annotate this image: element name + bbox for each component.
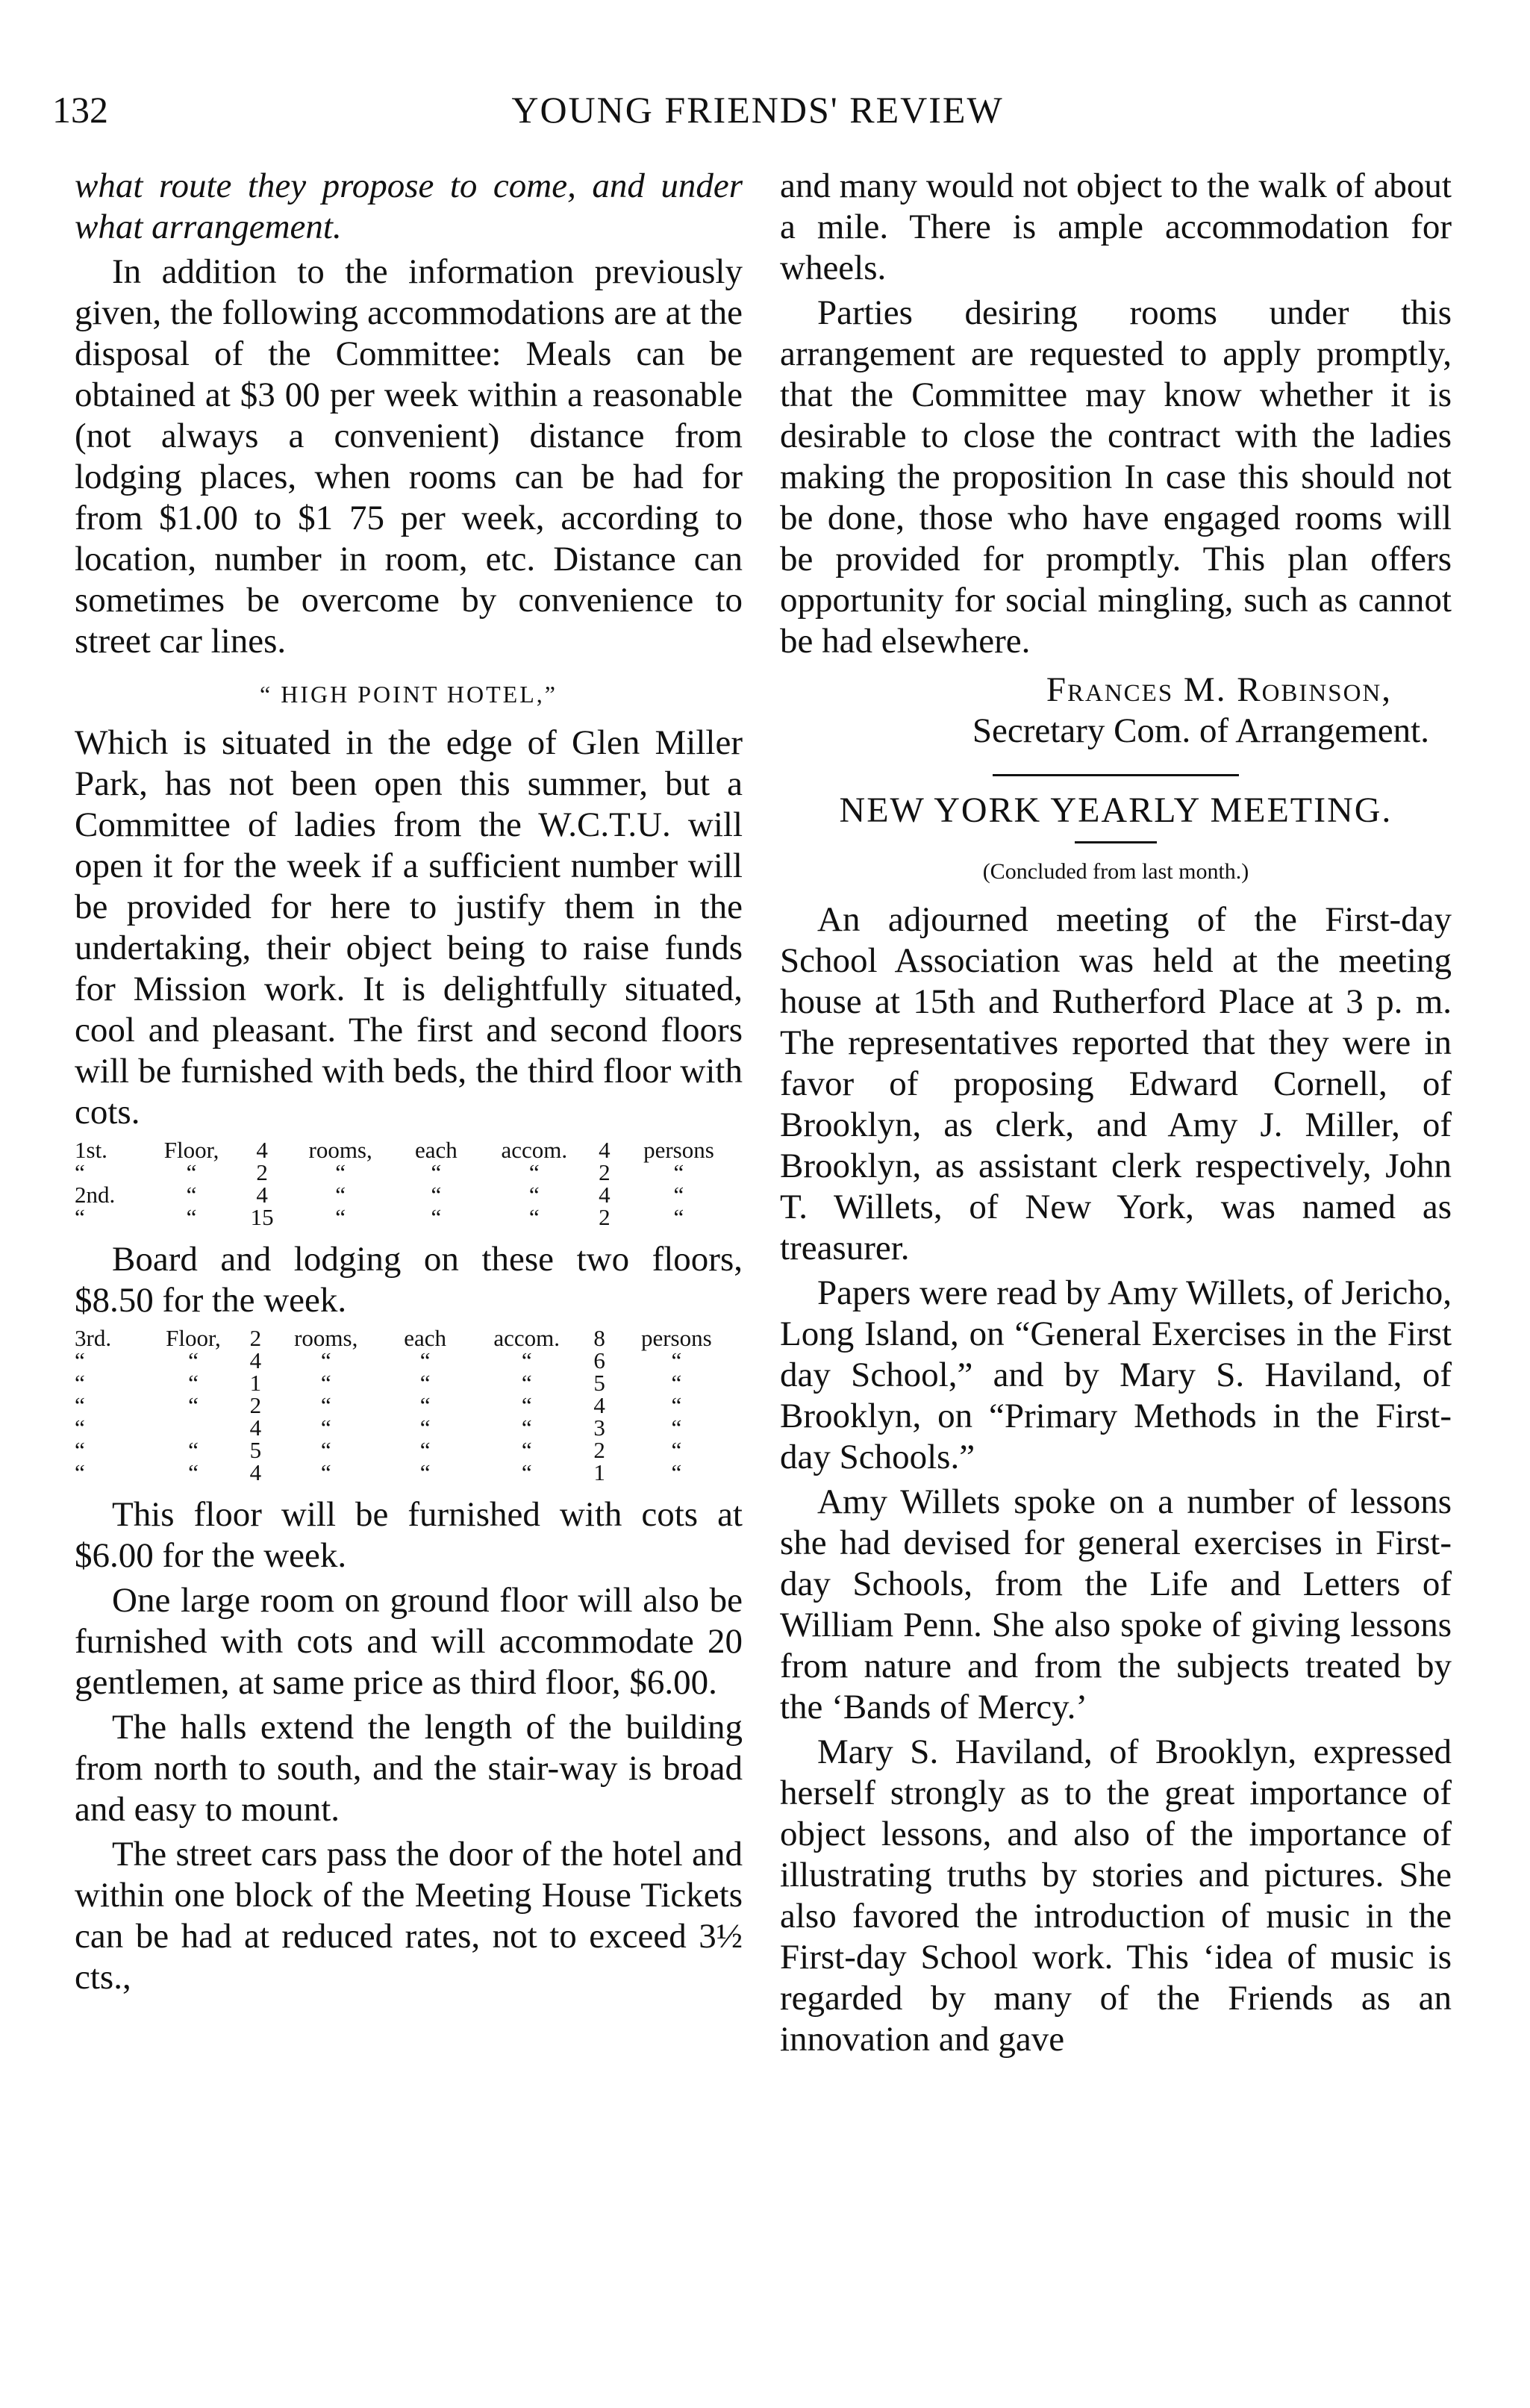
- rooms-table-cell: “: [75, 1392, 85, 1418]
- rooms-table-cell: “: [673, 1182, 684, 1208]
- rooms-table-cell: 5: [249, 1437, 262, 1463]
- rooms-table-cell: “: [419, 1347, 431, 1373]
- rooms-table-row: [75, 1394, 743, 1417]
- rooms-table-cell: “: [320, 1370, 331, 1396]
- rooms-table-cell: 4: [599, 1182, 611, 1208]
- rooms-table-cell: Floor,: [166, 1325, 221, 1351]
- rooms-table-row: [75, 1161, 743, 1184]
- rooms-table-cell: “: [75, 1204, 85, 1230]
- rooms-table-cell: “: [320, 1392, 331, 1418]
- rooms-table-cell: [142, 1417, 245, 1439]
- rooms-table-cell: “: [320, 1347, 331, 1373]
- rooms-table-cell: “: [188, 1459, 199, 1485]
- rooms-table-row: [75, 1350, 743, 1372]
- rooms-table-cell: 4: [249, 1459, 262, 1485]
- rooms-table-cell: “: [673, 1204, 684, 1230]
- right-column: [780, 166, 1452, 2064]
- rooms-table-cell: “: [75, 1159, 85, 1185]
- rooms-table-cell: “: [431, 1159, 442, 1185]
- paragraph-ground-floor: One large room on ground floor will also be furnished with cots and will accommodate 20 gentlemen, at same price as third floor, $6.00.: [75, 1581, 743, 1702]
- rooms-table-cell: accom.: [493, 1325, 561, 1351]
- rooms-table-cell: 15: [250, 1204, 274, 1230]
- rooms-table-cell: rooms,: [294, 1325, 358, 1351]
- rooms-table-row: [75, 1439, 743, 1462]
- rooms-table-cell: “: [320, 1414, 331, 1441]
- rooms-table-cell: “: [419, 1370, 431, 1396]
- rooms-table-cell: 6: [593, 1347, 605, 1373]
- rooms-table-cell: “: [521, 1437, 532, 1463]
- rooms-table-cell: 4: [593, 1392, 605, 1418]
- rooms-table-cell: “: [671, 1437, 682, 1463]
- rooms-table-cell: “: [521, 1414, 532, 1441]
- rooms-table-cell: “: [75, 1437, 85, 1463]
- rooms-table-cell: “: [671, 1459, 682, 1485]
- signature-title: Secretary Com. of Arrangement.: [972, 711, 1429, 750]
- rooms-table-cell: “: [419, 1392, 431, 1418]
- rooms-table-cell: each: [415, 1137, 458, 1163]
- title-underline: [1075, 841, 1157, 843]
- section-note: (Concluded from last month.): [982, 859, 1249, 884]
- rooms-table-cell: persons: [640, 1325, 712, 1351]
- rooms-table-cell: “: [335, 1159, 346, 1185]
- rooms-table-cell: 4: [249, 1414, 262, 1441]
- rooms-table-cell: persons: [643, 1137, 714, 1163]
- section-title: NEW YORK YEARLY MEETING.: [839, 790, 1393, 830]
- rooms-table-cell: “: [186, 1204, 197, 1230]
- rooms-table-cell: “: [186, 1182, 197, 1208]
- rooms-table-cell: 8: [593, 1325, 605, 1351]
- paragraph-papers: Papers were read by Amy Willets, of Jericho, Long Island, on “General Exercises in the First day School,” and by Mary S. Haviland, of Brooklyn, on “Primary Methods in the First-day Schools.”: [780, 1273, 1452, 1476]
- rooms-table-cell: 3: [593, 1414, 605, 1441]
- rooms-table-cell: 1: [593, 1459, 605, 1485]
- rooms-table-cell: “: [186, 1159, 197, 1185]
- rooms-table-row: [75, 1206, 743, 1229]
- paragraph-parties: Parties desiring rooms under this arrangement are requested to apply promptly, that the Committee may know whether it is desirable to close the contract with the ladies making the proposition In case this should not be done, those who have engaged rooms will be provided for promptly. This plan offers opportunity for social mingling, such as cannot be had elsewhere.: [780, 293, 1452, 661]
- rooms-table-cell: “: [188, 1437, 199, 1463]
- rooms-table-cell: “: [671, 1414, 682, 1441]
- rooms-table-cell: 2: [249, 1392, 262, 1418]
- rooms-table-cell: 4: [256, 1137, 268, 1163]
- rooms-table-cell: “: [188, 1392, 199, 1418]
- rooms-table-cell: 4: [599, 1137, 611, 1163]
- left-column: [75, 166, 743, 2002]
- rooms-table-cell: 4: [249, 1347, 262, 1373]
- rooms-table-cell: “: [673, 1159, 684, 1185]
- paragraph-board-lodging: Board and lodging on these two floors, $8.50 for the week.: [75, 1240, 743, 1320]
- rooms-table-cell: “: [521, 1459, 532, 1485]
- running-title: YOUNG FRIENDS' REVIEW: [511, 89, 1004, 131]
- page-number: 132: [52, 89, 108, 131]
- rooms-table-cell: 2: [599, 1159, 611, 1185]
- rooms-table-cell: 1: [249, 1370, 262, 1396]
- paragraph-cots: This floor will be furnished with cots at $6.00 for the week.: [75, 1495, 743, 1575]
- rooms-table-row: [75, 1462, 743, 1484]
- rooms-table-row: [75, 1184, 743, 1206]
- rooms-table-cell: “: [419, 1459, 431, 1485]
- paragraph-continued: what route they propose to come, and under what arrangement.: [75, 166, 743, 246]
- rooms-table-cell: “: [528, 1182, 540, 1208]
- rooms-table-cell: 2: [593, 1437, 605, 1463]
- rooms-table-cell: rooms,: [308, 1137, 372, 1163]
- rooms-table-cell: “: [188, 1370, 199, 1396]
- rooms-table-cell: “: [521, 1392, 532, 1418]
- paragraph-mary-haviland: Mary S. Haviland, of Brooklyn, expressed herself strongly as to the great importance of object lessons, and also of the importance of illustrating truths by stories and pictures. She also favored the introduction of music in the First-day School work. This ‘idea of music is regarded by many of the Friends as an innovation and gave: [780, 1732, 1452, 2059]
- rooms-table-cell: “: [320, 1437, 331, 1463]
- page-header: [52, 88, 1463, 140]
- paragraph-amy-willets: Amy Willets spoke on a number of lessons she had devised for general exercises in First-day Schools, from the Life and Letters of William Penn. She also spoke of giving lessons from nature and from the subjects treated by the ‘Bands of Mercy.’: [780, 1482, 1452, 1727]
- rooms-table-cell: 2: [249, 1325, 262, 1351]
- paragraph-adjourned-meeting: An adjourned meeting of the First-day School Association was held at the meeting house at 15th and Rutherford Place at 3 p. m. The representatives reported that they were in favor of proposing Edward Cornell, of Brooklyn, as clerk, and Amy J. Miller, of Brooklyn, as assistant clerk respectively, John T. Willets, of New York, was named as treasurer.: [780, 900, 1452, 1267]
- rooms-table-row: [75, 1327, 743, 1350]
- rooms-table-cell: “: [528, 1204, 540, 1230]
- rooms-table-row: [75, 1139, 743, 1161]
- rooms-table-cell: “: [671, 1370, 682, 1396]
- rooms-table-cell: 4: [256, 1182, 268, 1208]
- rooms-table-cell: “: [671, 1392, 682, 1418]
- rooms-table-cell: “: [431, 1204, 442, 1230]
- rooms-table-cell: “: [75, 1347, 85, 1373]
- hotel-heading: “ HIGH POINT HOTEL,”: [260, 681, 558, 708]
- rooms-table-cell: “: [521, 1347, 532, 1373]
- rooms-table-cell: “: [521, 1370, 532, 1396]
- rooms-table-cell: “: [188, 1347, 199, 1373]
- rooms-table-cell: 5: [593, 1370, 605, 1396]
- rooms-table-cell: 1st.: [75, 1137, 107, 1163]
- rooms-table-cell: “: [419, 1414, 431, 1441]
- paragraph-hotel: Which is situated in the edge of Glen Miller Park, has not been open this summer, but a Committee of ladies from the W.C.T.U. will open it for the week if a sufficient number will be provided for here to justify them in the undertaking, their object being to raise funds for Mission work. It is delightfully situated, cool and pleasant. The first and second floors will be furnished with beds, the third floor with cots.: [75, 723, 743, 1132]
- rooms-table-cell: Floor,: [163, 1137, 219, 1163]
- rooms-table-row: [75, 1417, 743, 1439]
- rooms-table-cell: 3rd.: [75, 1325, 112, 1351]
- rooms-table-cell: “: [419, 1437, 431, 1463]
- rooms-table-cell: each: [404, 1325, 446, 1351]
- rooms-table-cell: 2: [599, 1204, 611, 1230]
- paragraph-walk: and many would not object to the walk of about a mile. There is ample accommodation for wheels.: [780, 166, 1452, 287]
- rooms-table-cell: “: [75, 1459, 85, 1485]
- rooms-table-cell: “: [75, 1414, 85, 1441]
- rooms-table-cell: “: [320, 1459, 331, 1485]
- rooms-table-row: [75, 1372, 743, 1394]
- rooms-table-cell: 2: [256, 1159, 268, 1185]
- rooms-table-cell: “: [431, 1182, 442, 1208]
- rooms-table-cell: 2nd.: [75, 1182, 116, 1208]
- rooms-table-first-second-floor: [75, 1139, 743, 1229]
- rooms-table-cell: “: [671, 1347, 682, 1373]
- rooms-table-cell: “: [75, 1370, 85, 1396]
- paragraph-street-cars: The street cars pass the door of the hotel and within one block of the Meeting House Tickets can be had at reduced rates, not to exceed 3½ cts.,: [75, 1835, 743, 1997]
- section-divider: [993, 774, 1239, 776]
- rooms-table-cell: “: [528, 1159, 540, 1185]
- rooms-table-third-floor: [75, 1327, 743, 1484]
- rooms-table-cell: “: [335, 1182, 346, 1208]
- signature-name: Frances M. Robinson,: [1046, 670, 1392, 709]
- rooms-table-cell: “: [335, 1204, 346, 1230]
- rooms-table-cell: accom.: [501, 1137, 568, 1163]
- paragraph-accommodations: In addition to the information previously given, the following accommodations are at the disposal of the Committee: Meals can be obtained at $3 00 per week within a reasonable (not always a convenient) distance from lodging places, when rooms can be had for from $1.00 to $1 75 per week, according to location, number in room, etc. Distance can sometimes be overcome by convenience to street car lines.: [75, 252, 743, 661]
- paragraph-halls: The halls extend the length of the building from north to south, and the stair-way is broad and easy to mount.: [75, 1708, 743, 1829]
